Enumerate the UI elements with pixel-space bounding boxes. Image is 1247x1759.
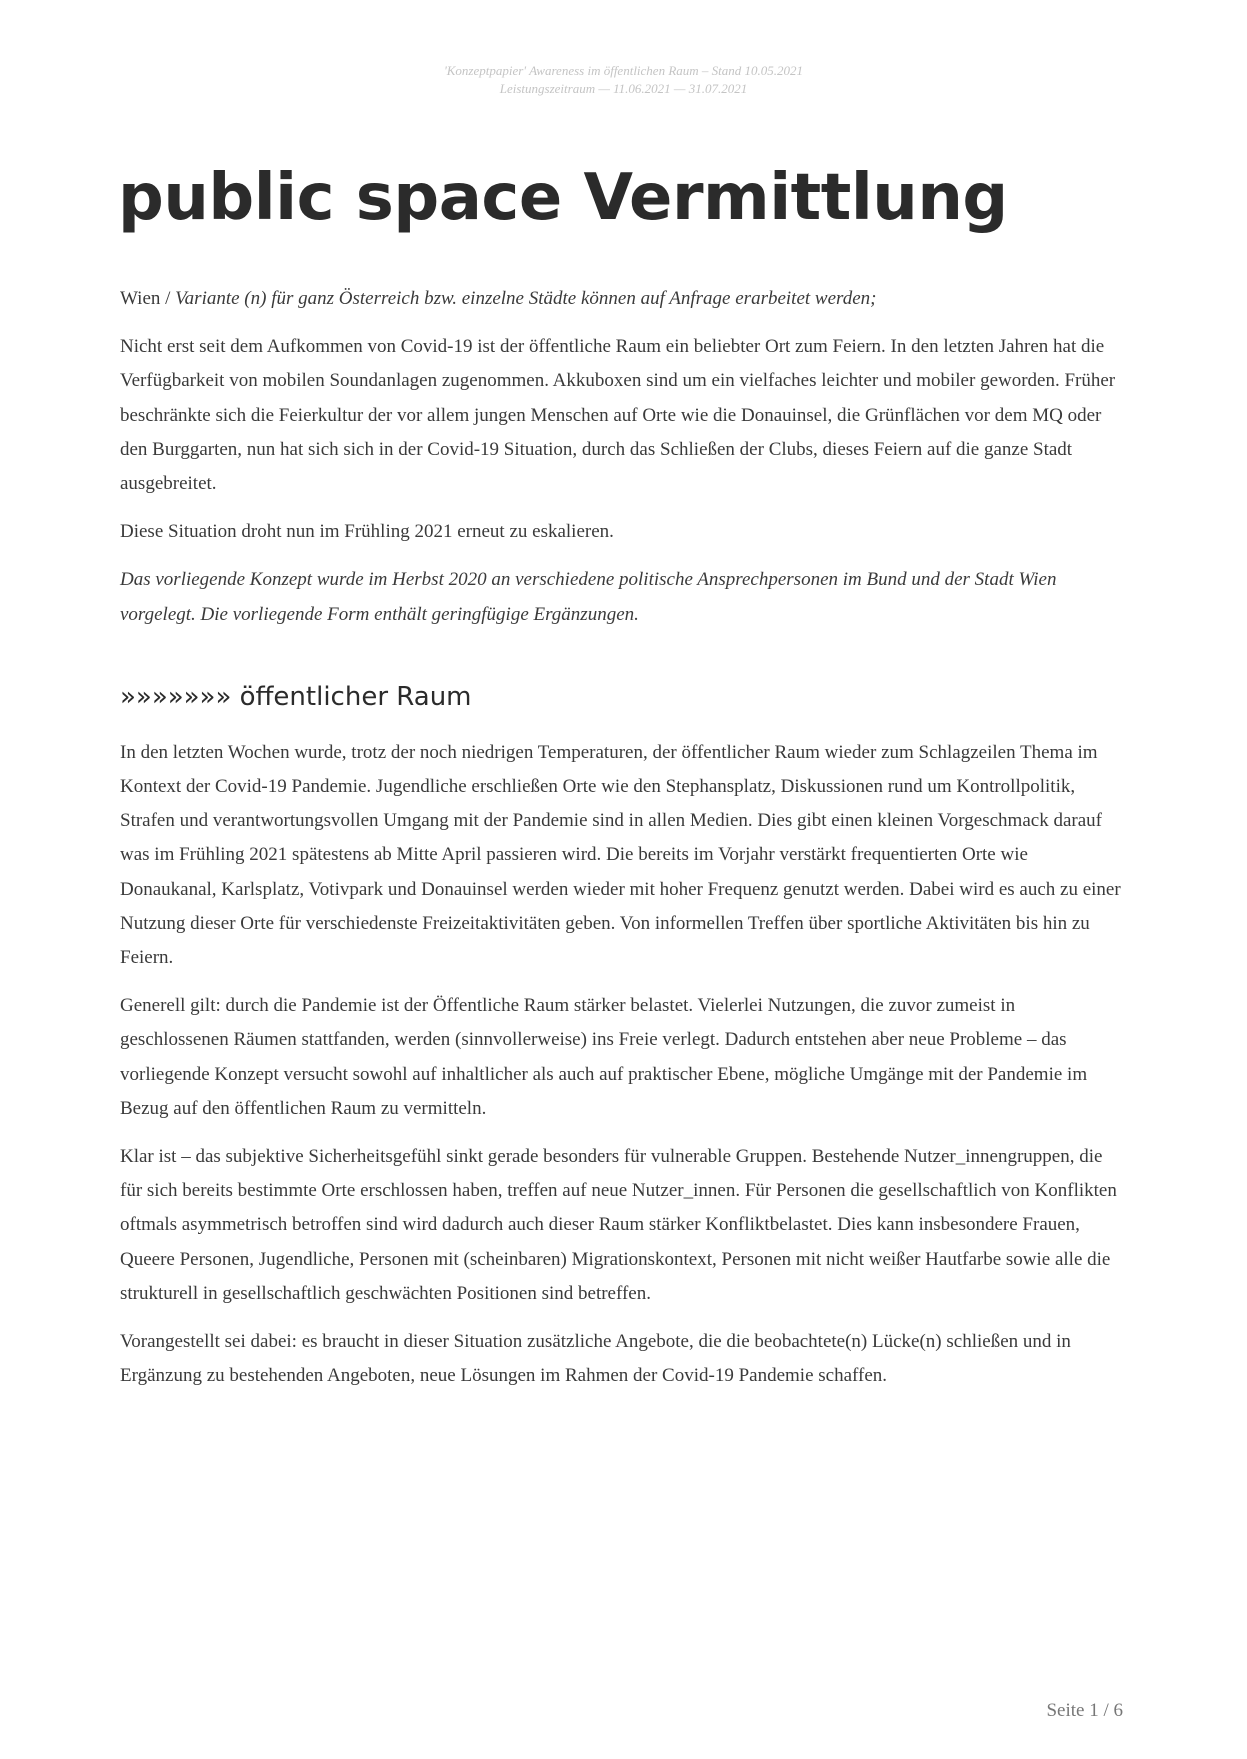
- intro-paragraph-2: Diese Situation droht nun im Frühling 2021 erneut zu eskalieren.: [120, 521, 614, 543]
- intro-line: [120, 282, 1126, 316]
- page-number: Seite 1 / 6: [1046, 1700, 1123, 1721]
- page-title: public space Vermittlung: [118, 161, 1008, 235]
- header-line-2: Leistungszeitraum — 11.06.2021 — 31.07.2021: [499, 81, 748, 96]
- intro-paragraph-1: Nicht erst seit dem Aufkommen von Covid-19 ist der öffentliche Raum ein beliebter Ort zum Feiern. In den letzten Jahren hat die Verfügbarkeit von mobilen Soundanlagen zugenommen. Akkuboxen sind um ein vielfaches leichter und mobiler geworden. Früher beschränkte sich die Feierkultur der vor allem jungen Menschen auf Orte wie die Donauinsel, die Grünflächen vor dem MQ oder den Burggarten, nun hat sich sich in der Covid-19 Situation, durch das Schließen der Clubs, dieses Feiern auf die ganze Stadt ausgebreitet.: [120, 336, 1116, 495]
- header-line-1: 'Konzeptpapier' Awareness im öffentlichen Raum – Stand 10.05.2021: [443, 63, 804, 78]
- section-paragraph-1: In den letzten Wochen wurde, trotz der noch niedrigen Temperaturen, der öffentlicher Raum wieder zum Schlagzeilen Thema im Kontext der Covid-19 Pandemie. Jugendliche erschließen Orte wie den Stephansplatz, Diskussionen rund um Kontrollpolitik, Strafen und verantwortungsvollen Umgang mit der Pandemie sind in allen Medien. Dies gibt einen kleinen Vorgeschmack darauf was im Frühling 2021 spätestens ab Mitte April passieren wird. Die bereits im Vorjahr verstärkt frequentierten Orte wie Donaukanal, Karlsplatz, Votivpark und Donauinsel werden wieder mit hoher Frequenz genutzt werden. Dabei wird es auch zu einer Nutzung dieser Orte für verschiedenste Freizeitaktivitäten geben. Von informellen Treffen über sportliche Aktivitäten bis hin zu Feiern.: [120, 741, 1121, 969]
- section-paragraph-3: Klar ist – das subjektive Sicherheitsgefühl sinkt gerade besonders für vulnerable Gruppen. Bestehende Nutzer_innengruppen, die für sich bereits bestimmte Orte erschlossen haben, treffen auf neue Nutzer_innen. Für Personen die gesellschaftlich von Konflikten oftmals asymmetrisch betroffen sind wird dadurch auch dieser Raum stärker Konfliktbelastet. Dies kann insbesondere Frauen, Queere Personen, Jugendliche, Personen mit (scheinbaren) Migrationskontext, Personen mit nicht weißer Hautfarbe sowie alle die strukturell in gesellschaftlich geschwächten Positionen sind betreffen.: [120, 1146, 1117, 1304]
- section-paragraph-4: Vorangestellt sei dabei: es braucht in dieser Situation zusätzliche Angebote, die die beobachtete(n) Lücke(n) schließen und in Ergänzung zu bestehenden Angeboten, neue Lösungen im Rahmen der Covid-19 Pandemie schaffen.: [120, 1331, 1071, 1387]
- italic-note: Das vorliegende Konzept wurde im Herbst 2020 an verschiedene politische Ansprechpersonen im Bund und der Stadt Wien vorgelegt. Die vorliegende Form enthält geringfügige Ergänzungen.: [120, 569, 1057, 625]
- document-header: [0, 62, 1247, 98]
- intro-location: Wien /: [120, 288, 176, 309]
- section-paragraph-2: Generell gilt: durch die Pandemie ist der Öffentliche Raum stärker belastet. Vielerlei Nutzungen, die zuvor zumeist in geschlossenen Räumen stattfanden, werden (sinnvollerweise) ins Freie verlegt. Dadurch entstehen aber neue Probleme – das vorliegende Konzept versucht sowohl auf inhaltlicher als auch auf praktischer Ebene, mögliche Umgänge mit der Pandemie im Bezug auf den öffentlichen Raum zu vermitteln.: [120, 995, 1088, 1119]
- document-body: [120, 282, 1126, 1407]
- section-heading: »»»»»»» öffentlicher Raum: [120, 681, 472, 712]
- intro-variant: Variante (n) für ganz Österreich bzw. einzelne Städte können auf Anfrage erarbeitet werden;: [175, 288, 877, 309]
